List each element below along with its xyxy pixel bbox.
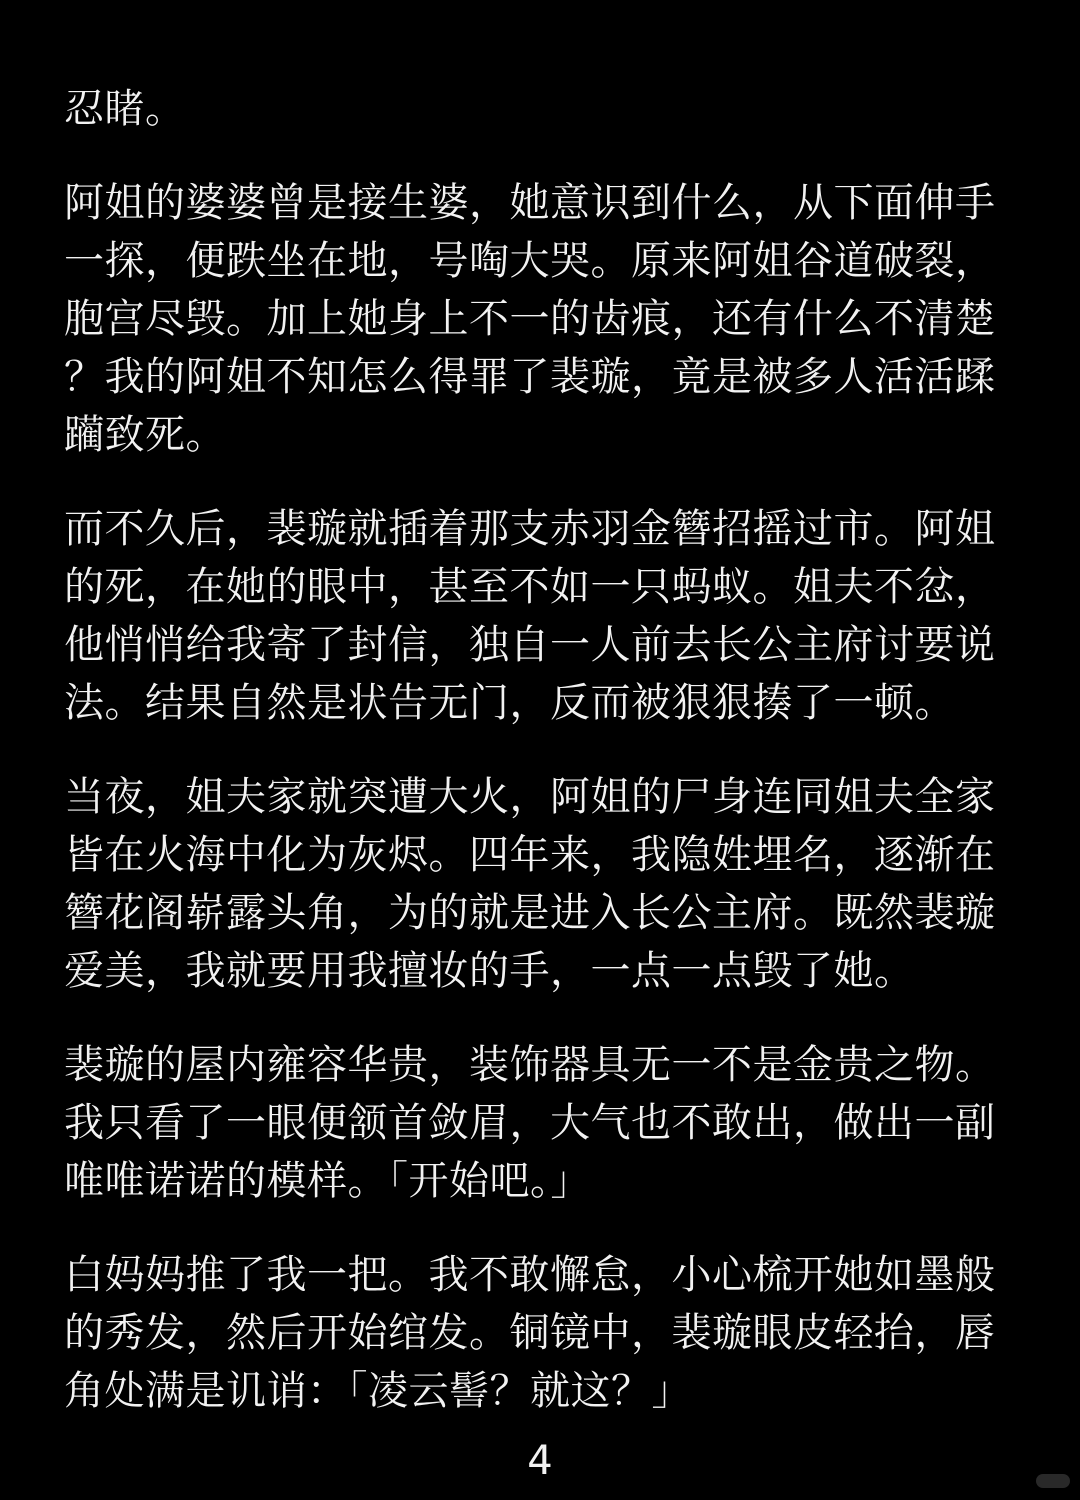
text-line: 我只看了一眼便颔首敛眉，大气也不敢出，做出一副 <box>64 1100 996 1146</box>
page-number: 4 <box>527 1438 553 1484</box>
text-line: ？我的阿姐不知怎么得罪了裴璇，竟是被多人活活蹂 <box>64 354 996 400</box>
text-line: 裴璇的屋内雍容华贵，装饰器具无一不是金贵之物。 <box>64 1042 996 1088</box>
text-line: 他悄悄给我寄了封信，独自一人前去长公主府讨要说 <box>64 622 996 668</box>
watermark-logo <box>1036 1474 1070 1488</box>
text-line: 忍睹。 <box>64 86 186 132</box>
paragraph <box>64 1036 1040 1210</box>
paragraph <box>64 1246 1040 1420</box>
text-line: 皆在火海中化为灰烬。四年来，我隐姓埋名，逐渐在 <box>64 832 996 878</box>
paragraph <box>64 174 1040 464</box>
story-text <box>64 80 1040 1456</box>
paragraph <box>64 80 1040 138</box>
text-line: 白妈妈推了我一把。我不敢懈怠，小心梳开她如墨般 <box>64 1252 996 1298</box>
text-line: 而不久后，裴璇就插着那支赤羽金簪招摇过市。阿姐 <box>64 506 996 552</box>
text-line: 一探，便跌坐在地，号啕大哭。原来阿姐谷道破裂， <box>64 238 996 284</box>
text-line: 法。结果自然是状告无门，反而被狠狠揍了一顿。 <box>64 680 955 726</box>
text-line: 的秀发，然后开始绾发。铜镜中，裴璇眼皮轻抬，唇 <box>64 1310 996 1356</box>
text-line: 角处满是讥诮：「凌云髻？就这？」 <box>64 1368 692 1414</box>
text-line: 爱美，我就要用我擅妆的手，一点一点毁了她。 <box>64 948 915 994</box>
paragraph <box>64 500 1040 732</box>
text-line: 簪花阁崭露头角，为的就是进入长公主府。既然裴璇 <box>64 890 996 936</box>
text-line: 当夜，姐夫家就突遭大火，阿姐的尸身连同姐夫全家 <box>64 774 996 820</box>
paragraph <box>64 768 1040 1000</box>
text-line: 胞宫尽毁。加上她身上不一的齿痕，还有什么不清楚 <box>64 296 996 342</box>
text-line: 的死，在她的眼中，甚至不如一只蚂蚁。姐夫不忿， <box>64 564 996 610</box>
text-line: 躏致死。 <box>64 412 226 458</box>
text-line: 唯唯诺诺的模样。「开始吧。」 <box>64 1158 591 1204</box>
text-line: 阿姐的婆婆曾是接生婆，她意识到什么，从下面伸手 <box>64 180 996 226</box>
